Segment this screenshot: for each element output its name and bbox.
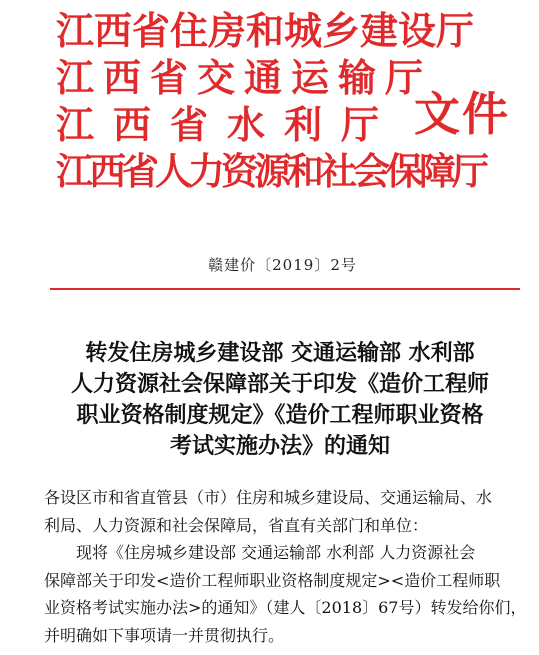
issuer-line-transport: 江西省交通运输厅 [56, 56, 433, 100]
issuer-line-hr: 江西省人力资源和社会保障厅 [56, 150, 485, 193]
body-line: 并明确如下事项请一并贯彻执行。 [44, 625, 285, 645]
title-line: 职业资格制度规定》《造价工程师职业资格 [76, 402, 484, 428]
title-line: 人力资源社会保障部关于印发《造价工程师 [70, 371, 489, 397]
body-line: 利局、人力资源和社会保障局，省直有关部门和单位： [44, 515, 429, 535]
red-separator-line [50, 288, 520, 290]
document-body [44, 484, 527, 649]
body-line: 保障部关于印发<造价工程师职业资格制度规定><造价工程师职 [44, 570, 501, 590]
document-title [40, 338, 520, 462]
title-line: 转发住房城乡建设部 交通运输部 水利部 [85, 340, 475, 366]
issuer-line-water: 江西省水利厅 [56, 103, 399, 147]
body-line: 现将《住房城乡建设部 交通运输部 水利部 人力资源社会 [76, 543, 476, 562]
title-line: 考试实施办法》的通知 [169, 433, 390, 459]
body-line: 业资格考试实施办法>的通知》（建人〔2018〕67号）转发给你们， [44, 598, 527, 617]
issuer-line-housing: 江西省住房和城乡建设厅 [56, 9, 475, 53]
document-number: 赣建价〔2019〕2号 [208, 256, 357, 274]
body-line: 各设区市和省直管县（市）住房和城乡建设局、交通运输局、水 [44, 488, 493, 507]
document-suffix: 文件 [414, 87, 510, 141]
